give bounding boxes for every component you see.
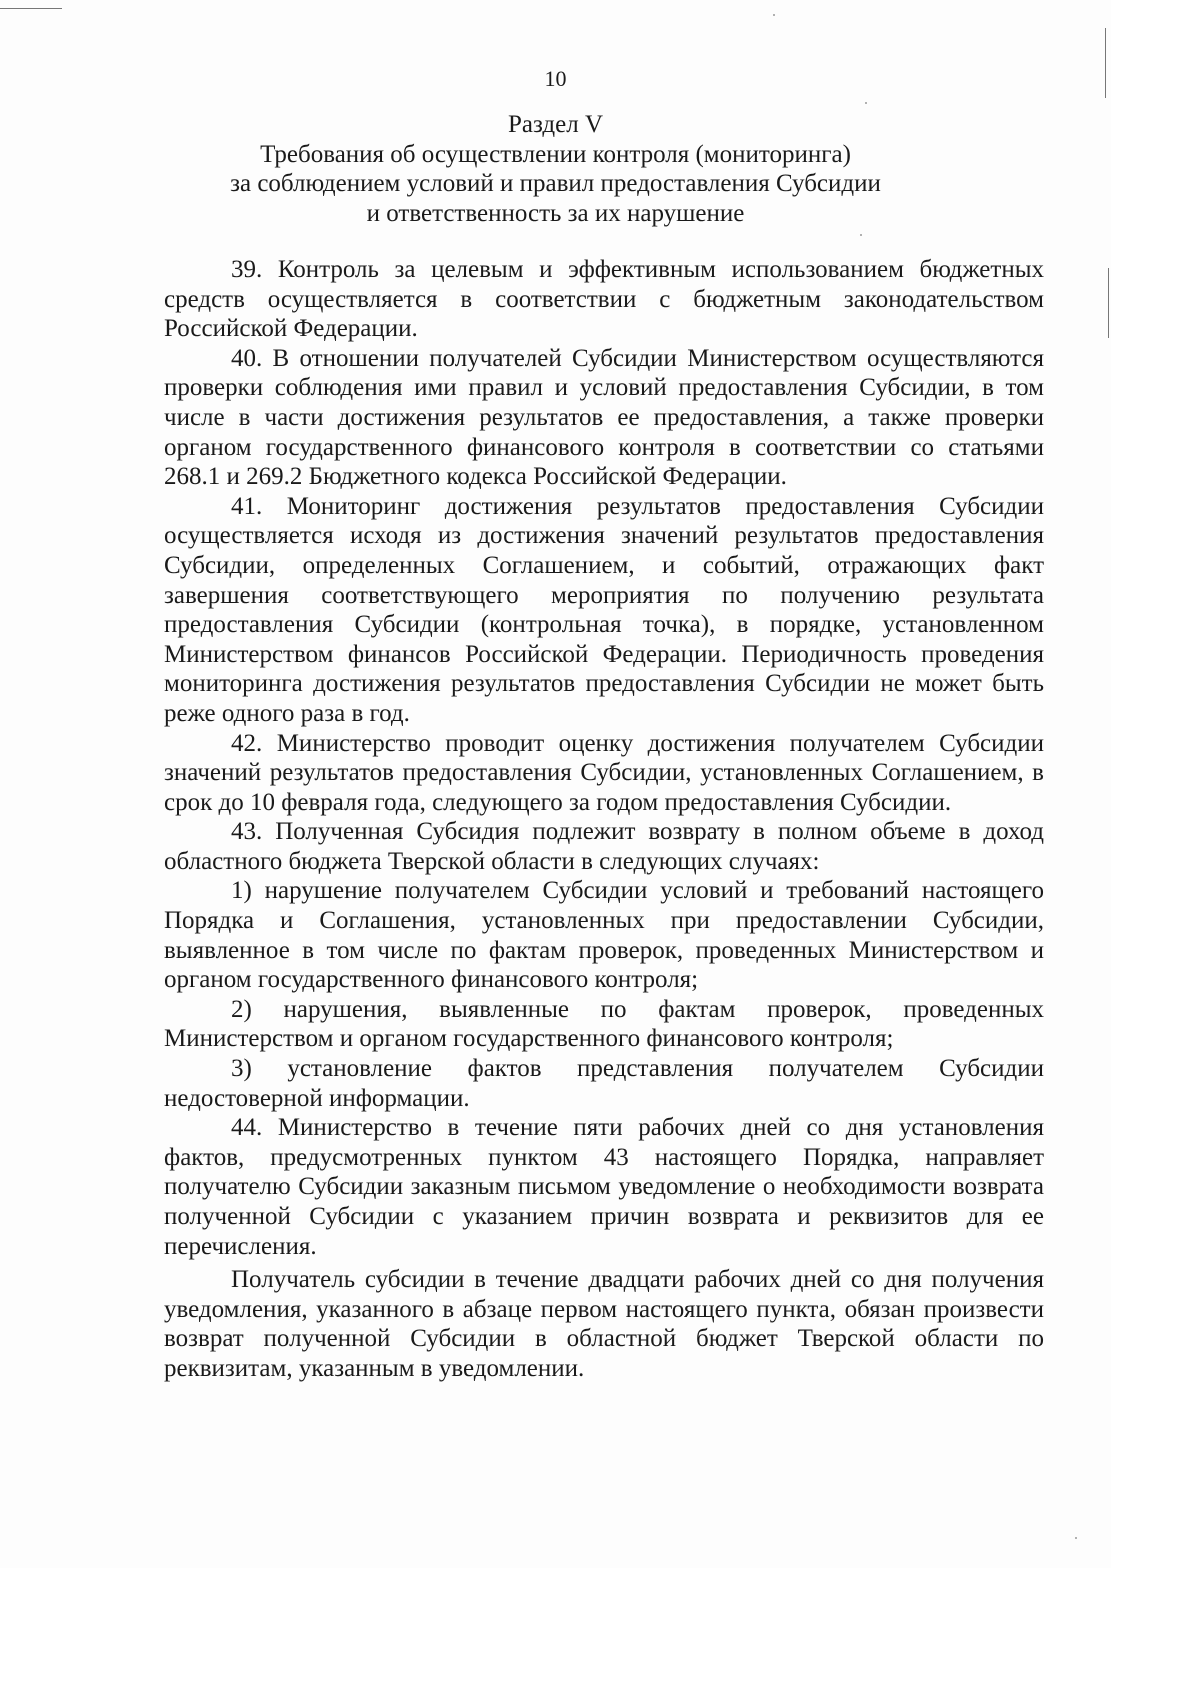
scan-speck <box>773 14 775 16</box>
list-item-1: 1) нарушение получателем Субсидии условий и требований настоящего Порядка и Соглашения, установленных при предоставлении Субсидии, выявленное в том числе по фактам проверок, проведенных Министерством и органом государственного финансового контроля; <box>164 877 1044 994</box>
page-number: 10 <box>544 66 567 91</box>
paragraph-44: 44. Министерство в течение пяти рабочих дней со дня установления фактов, предусмотренных пунктом 43 настоящего Порядка, направляет получателю Субсидии заказным письмом уведомление о необходимости возврата полученной Субсидии с указанием причин возврата и реквизитов для ее перечисления. <box>164 1114 1044 1260</box>
scan-edge-top-left <box>0 8 62 9</box>
scan-speck <box>1075 1537 1077 1539</box>
paragraph-39: 39. Контроль за целевым и эффективным использованием бюджетных средств осуществляется в соответствии с бюджетным законодательством Российской Федерации. <box>164 256 1044 343</box>
section-title-line-3: и ответственность за их нарушение <box>366 199 745 227</box>
section-title-line-2: за соблюдением условий и правил предоставления Субсидии <box>230 170 881 197</box>
scan-edge-right-lower <box>1108 268 1109 338</box>
paragraph-42: 42. Министерство проводит оценку достижения получателем Субсидии значений результатов предоставления Субсидии, установленных Соглашением, в срок до 10 февраля года, следующего за годом предоставления Субсидии. <box>164 729 1044 816</box>
scan-speck <box>860 234 862 236</box>
document-body <box>164 255 1044 1384</box>
paragraph-44-second: Получатель субсидии в течение двадцати рабочих дней со дня получения уведомления, указанного в абзаце первом настоящего пункта, обязан произвести возврат полученной Субсидии в областной бюджет Тверской области по реквизитам, указанным в уведомлении. <box>164 1266 1044 1382</box>
scan-speck <box>865 102 867 104</box>
section-heading: Раздел V <box>507 111 604 138</box>
list-item-3: 3) установление фактов представления получателем Субсидии недостоверной информации. <box>164 1055 1044 1112</box>
paragraph-41: 41. Мониторинг достижения результатов предоставления Субсидии осуществляется исходя из достижения значений результатов предоставления Субсидии, определенных Соглашением, и событий, отражающих факт завершения соответствующего мероприятия по получению результата предоставления Субсидии (контрольная точка), в порядке, установленном Министерством финансов Российской Федерации. Периодичность проведения мониторинга достижения результатов предоставления Субсидии не может быть реже одного раза в год. <box>164 492 1044 727</box>
section-title-block <box>0 110 1111 228</box>
list-item-2: 2) нарушения, выявленные по фактам проверок, проведенных Министерством и органом государственного финансового контроля; <box>164 995 1044 1053</box>
paragraph-43: 43. Полученная Субсидия подлежит возврату в полном объеме в доход областного бюджета Тверской области в следующих случаях: <box>164 818 1044 875</box>
section-title-line-1: Требования об осуществлении контроля (мониторинга) <box>260 140 851 168</box>
paragraph-40: 40. В отношении получателей Субсидии Министерством осуществляются проверки соблюдения ими правил и условий предоставления Субсидии, в том числе в части достижения результатов ее предоставления, а также проверки органом государственного финансового контроля в соответствии со статьями 268.1 и 269.2 Бюджетного кодекса Российской Федерации. <box>164 344 1044 491</box>
